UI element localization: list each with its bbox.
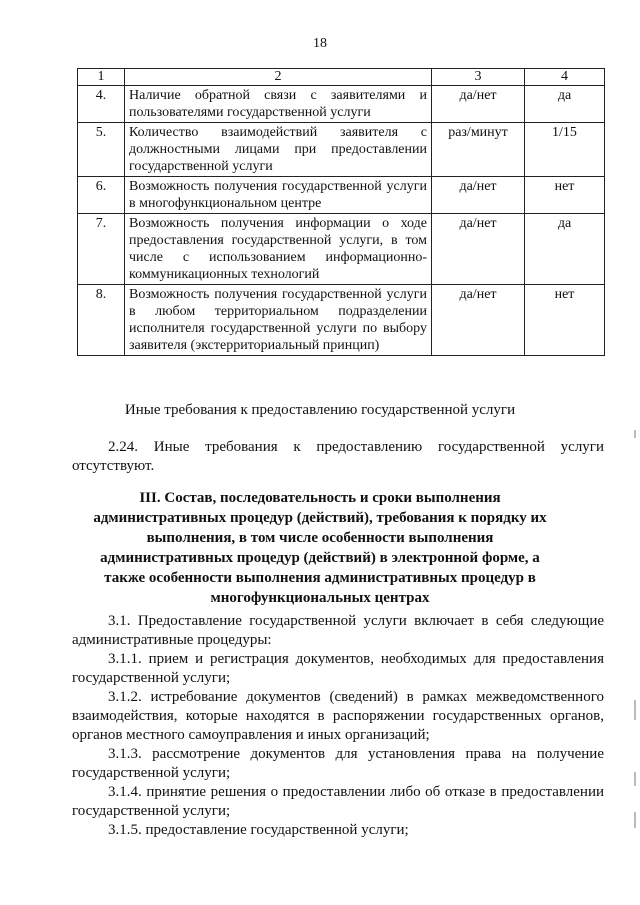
row-unit: да/нет xyxy=(432,285,525,356)
paragraph-2-24 xyxy=(72,438,604,476)
row-number: 4. xyxy=(78,86,125,123)
paragraph-3-1-2 xyxy=(72,688,604,745)
scan-edge-mark xyxy=(634,812,636,828)
row-unit: да/нет xyxy=(432,86,525,123)
table-header-row xyxy=(78,69,605,86)
row-number: 7. xyxy=(78,214,125,285)
other-requirements-heading: Иные требования к предоставлению государственной услуги xyxy=(124,402,516,418)
row-indicator: Количество взаимодействий заявителя с должностными лицами при предоставлении государственной услуги xyxy=(125,123,432,177)
header-cell-3: 3 xyxy=(432,69,525,86)
row-unit: да/нет xyxy=(432,177,525,214)
row-value: нет xyxy=(525,285,605,356)
indicators-table xyxy=(77,68,605,356)
table-row xyxy=(78,86,605,123)
row-number: 6. xyxy=(78,177,125,214)
row-value: да xyxy=(525,86,605,123)
table-row xyxy=(78,177,605,214)
section-3-heading: III. Состав, последовательность и сроки выполнения административных процедур (действий), требования к порядку их выполнения, в том числе особенности выполнения административных процедур (действий) в электронной форме, а также особенности выполнения административных процедур в многофункциональных центрах xyxy=(93,490,547,606)
paragraph-3-1 xyxy=(72,612,604,650)
row-number: 5. xyxy=(78,123,125,177)
paragraph-3-1-5 xyxy=(72,821,604,840)
paragraph-3-1-1 xyxy=(72,650,604,688)
row-unit: раз/минут xyxy=(432,123,525,177)
table-row xyxy=(78,123,605,177)
paragraph-3-1-4-text: 3.1.4. принятие решения о предоставлении либо об отказе в предоставлении государственной услуги; xyxy=(72,784,604,819)
header-cell-4: 4 xyxy=(525,69,605,86)
row-value: нет xyxy=(525,177,605,214)
row-indicator: Наличие обратной связи с заявителями и пользователями государственной услуги xyxy=(125,86,432,123)
paragraph-3-1-2-text: 3.1.2. истребование документов (сведений) в рамках межведомственного взаимодействия, которые находятся в распоряжении государственных органов, органов местного самоуправления и иных организаций; xyxy=(72,689,604,743)
paragraph-3-1-3 xyxy=(72,745,604,783)
paragraph-3-1-1-text: 3.1.1. прием и регистрация документов, необходимых для предоставления государственной услуги; xyxy=(72,651,604,686)
paragraph-3-1-5-text: 3.1.5. предоставление государственной услуги; xyxy=(108,822,409,838)
row-unit: да/нет xyxy=(432,214,525,285)
row-value: да xyxy=(525,214,605,285)
paragraph-3-1-4 xyxy=(72,783,604,821)
row-number: 8. xyxy=(78,285,125,356)
paragraph-3-1-text: 3.1. Предоставление государственной услуги включает в себя следующие административные процедуры: xyxy=(72,613,604,648)
row-value: 1/15 xyxy=(525,123,605,177)
paragraph-3-1-3-text: 3.1.3. рассмотрение документов для установления права на получение государственной услуги; xyxy=(72,746,604,781)
row-indicator: Возможность получения государственной услуги в многофункциональном центре xyxy=(125,177,432,214)
scan-edge-mark xyxy=(634,430,636,438)
scan-edge-mark xyxy=(634,700,636,720)
row-indicator: Возможность получения информации о ходе предоставления государственной услуги, в том числе с использованием информационно-коммуникационных технологий xyxy=(125,214,432,285)
table-row xyxy=(78,214,605,285)
paragraph-2-24-text: 2.24. Иные требования к предоставлению государственной услуги отсутствуют. xyxy=(72,439,604,474)
table-row xyxy=(78,285,605,356)
scan-edge-mark xyxy=(634,772,636,786)
page-number: 18 xyxy=(313,36,327,51)
row-indicator: Возможность получения государственной услуги в любом территориальном подразделении исполнителя государственной услуги по выбору заявителя (экстерриториальный принцип) xyxy=(125,285,432,356)
header-cell-1: 1 xyxy=(78,69,125,86)
header-cell-2: 2 xyxy=(125,69,432,86)
